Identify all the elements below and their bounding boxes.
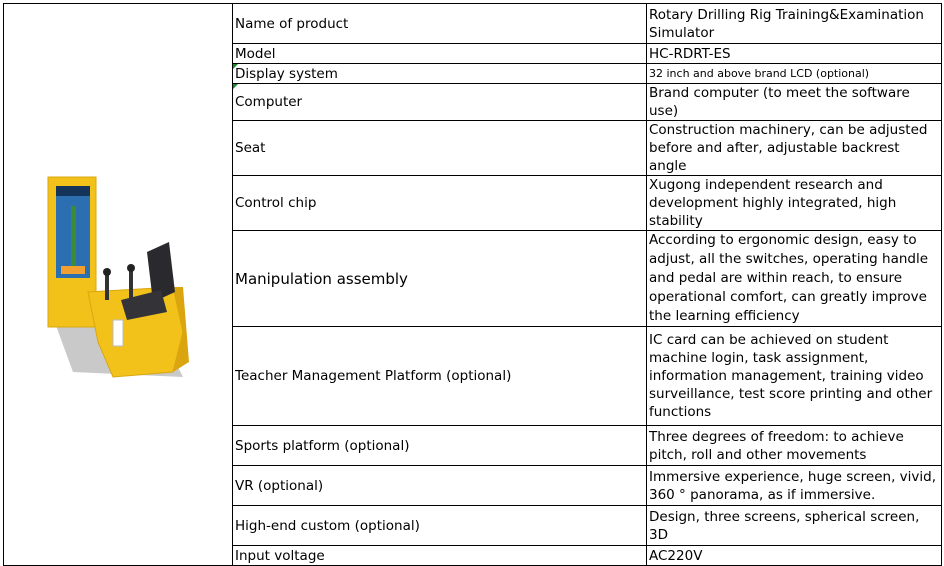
spec-value: According to ergonomic design, easy to adjust, all the switches, operating handle and pedal are within reach, to ensure operational comfort, can greatly improve the learning efficiency	[647, 231, 942, 327]
control-lever	[105, 272, 109, 300]
spec-label: Sports platform (optional)	[233, 426, 647, 466]
spec-label: Computer	[233, 84, 647, 121]
product-image-cell	[4, 4, 233, 566]
spec-label: Manipulation assembly	[233, 231, 647, 327]
control-lever	[129, 268, 133, 298]
table-row	[4, 4, 942, 44]
spec-value: Xugong independent research and development highly integrated, high stability	[647, 176, 942, 231]
spec-value: Brand computer (to meet the software use)	[647, 84, 942, 121]
spec-label: Teacher Management Platform (optional)	[233, 327, 647, 426]
spec-value: 32 inch and above brand LCD (optional)	[647, 64, 942, 84]
spec-label: Model	[233, 44, 647, 64]
spec-label: Seat	[233, 121, 647, 176]
spec-label: High-end custom (optional)	[233, 506, 647, 546]
spec-label: Display system	[233, 64, 647, 84]
spec-value: Construction machinery, can be adjusted before and after, adjustable backrest angle	[647, 121, 942, 176]
spec-value: Immersive experience, huge screen, vivid, 360 ° panorama, as if immersive.	[647, 466, 942, 506]
spec-label: Input voltage	[233, 546, 647, 566]
spec-value: Three degrees of freedom: to achieve pitch, roll and other movements	[647, 426, 942, 466]
spec-value: HC-RDRT-ES	[647, 44, 942, 64]
product-spec-table	[3, 3, 942, 566]
spec-label: Control chip	[233, 176, 647, 231]
simulator-product-image	[43, 172, 193, 397]
spec-label: VR (optional)	[233, 466, 647, 506]
spec-value: IC card can be achieved on student machine login, task assignment, information management, training video surveillance, test score printing and other functions	[647, 327, 942, 426]
spec-value: AC220V	[647, 546, 942, 566]
spec-label: Name of product	[233, 4, 647, 44]
spec-value: Rotary Drilling Rig Training&Examination Simulator	[647, 4, 942, 44]
spec-value: Design, three screens, spherical screen, 3D	[647, 506, 942, 546]
